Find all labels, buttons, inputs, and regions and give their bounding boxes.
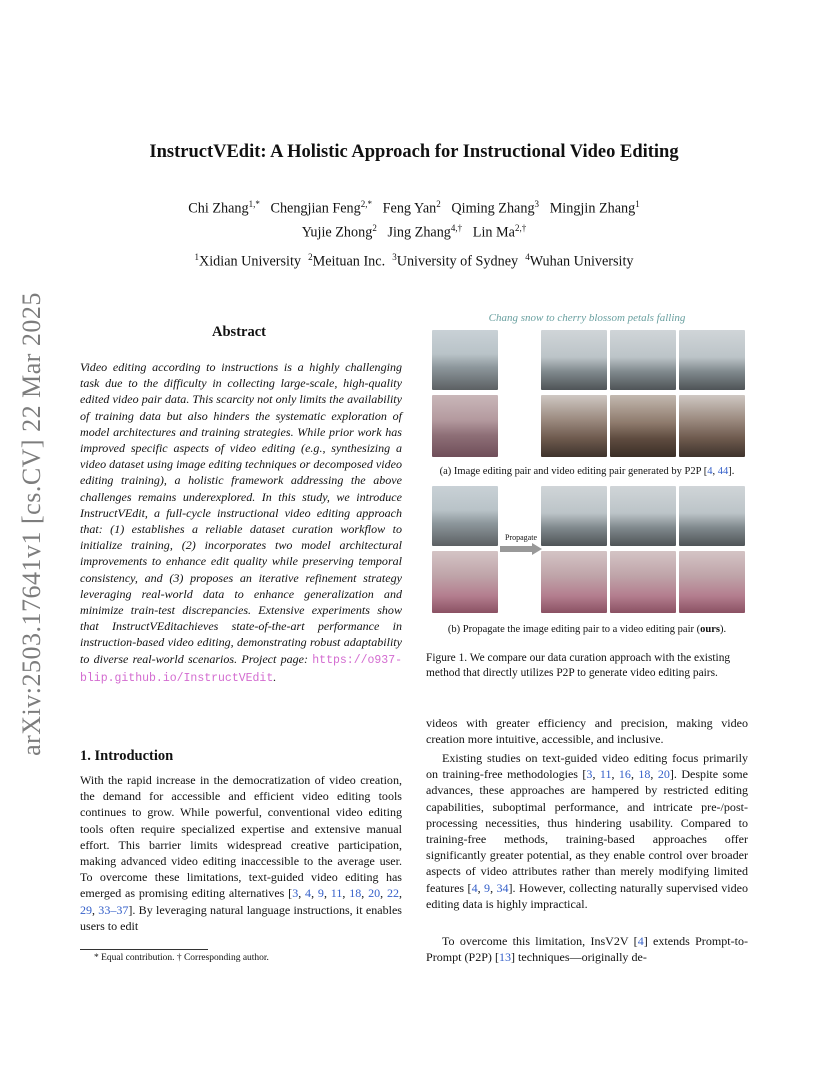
figure-instruction-text: Chang snow to cherry blossom petals falling	[488, 312, 686, 324]
subcaption-text: (b) Propagate the image editing pair to a video editing pair (	[447, 624, 701, 635]
abstract-text: Video editing according to instructions is a highly challenging task due to the difficulty in collecting large-scale, high-quality edited video pair data. This scarcity not only limits the availability of training data but also hinders the systematic exploration of model architectures and training strategies. While prior work has improved specific aspects of video editing (e.g., synthesizing a video dataset using image editing techniques or decomposed video editing training), a holistic framework addressing the above challenges remains underexplored. In this study, we introduce InstructVEdit, a full-cycle instructional video editing approach that: (1) establishes a reliable dataset curation workflow to initialize training, (2) incorporates two model architectural improvements to enhance edit quality while preserving temporal consistency, and (3) proposes an iterative refinement strategy leveraging real-world data to enhance generalization and minimize train-test discrepancies. Extensive experiments show that InstructVEditachieves state-of-the-art performance in instruction-based video editing, demonstrating robust adaptability to diverse real-world scenarios. Project page:	[80, 360, 402, 666]
right-paragraph-1: Existing studies on text-guided video editing focus primarily on training-free methodologies [3, 11, 16, 18, 20]. Despite some advances, these approaches are hampered by restricted editing capabilities, suboptimal performance, and intricate pre-/post-processing necessities, thus hindering usability. Compared to training-free methods, training-based approaches offer significantly greater potential, as they enable control over broader aspects of video attributes rather than merely modifying limited features [4, 9, 34]. However, collecting naturally supervised video editing data is highly impractical.	[426, 751, 748, 911]
body-text: ]. Despite some advances, these approaches are hampered by restricted editing capabilities, suboptimal performance, and intricate pre-/post-processing necessities, thus hindering usability. Compared to training-free methods, training-based approaches offer significantly greater potential, as they enable control over broader aspects of video attributes rather than merely modifying limited features [	[426, 767, 748, 895]
citation-link[interactable]: 4	[471, 880, 478, 895]
figure-subcaption-b	[426, 624, 748, 635]
right-paragraph-continued: videos with greater efficiency and precision, making video creation more intuitive, accessible, and inclusive.	[426, 716, 748, 747]
video-frame-thumb	[679, 330, 745, 390]
video-frame-thumb	[610, 486, 676, 546]
intro-paragraph: With the rapid increase in the democratization of video creation, the demand for accessible and efficient video editing tools continues to grow. While powerful, conventional video editing tools often require specialized expertise and extensive manual effort. This barrier limits widespread creative participation, making advanced video editing inaccessible to the average user. To overcome these limitations, text-guided video editing has emerged as promising editing alternatives [3, 4, 9, 11, 18, 20, 22, 29, 33–37]. By leveraging natural language instructions, it enables users to edit	[80, 773, 403, 933]
body-text: To overcome this limitation, InsV2V [	[442, 934, 638, 948]
edited-frame-thumb	[679, 395, 745, 457]
edited-image-thumb	[432, 395, 498, 457]
edited-frame-thumb	[541, 395, 607, 457]
author-mark: 3	[534, 199, 540, 209]
footnote: * Equal contribution. † Corresponding author.	[94, 953, 269, 963]
citation-link[interactable]: 4	[305, 886, 312, 901]
citation-link[interactable]: 33–37	[98, 902, 129, 917]
citation-link[interactable]: 3	[586, 767, 593, 782]
abstract-heading: Abstract	[212, 324, 266, 340]
affiliation: Wuhan University	[529, 253, 634, 270]
citation-link[interactable]: 20	[657, 767, 670, 782]
video-frame-thumb	[541, 330, 607, 390]
figure-caption: Figure 1. We compare our data curation approach with the existing method that directly utilizes P2P to generate video editing pairs.	[426, 652, 731, 679]
citation-link[interactable]: 9	[317, 886, 324, 901]
citation-link[interactable]: 20	[368, 886, 381, 901]
video-frame-thumb	[610, 330, 676, 390]
intro-text: ]. By leveraging natural language instructions, it enables users to edit	[80, 902, 402, 933]
affil-mark: 3	[392, 252, 397, 262]
author-list	[90, 195, 738, 242]
affiliation: University of Sydney	[396, 253, 519, 270]
citation-link[interactable]: 11	[330, 886, 343, 901]
citation-link[interactable]: 4	[707, 466, 713, 477]
abstract-body	[80, 359, 402, 687]
author-mark: 1,*	[248, 199, 260, 209]
author-name: Lin Ma	[472, 224, 515, 241]
arxiv-stamp-text: arXiv:2503.17641v1 [cs.CV] 22 Mar 2025	[17, 292, 46, 756]
author-mark: 2,*	[360, 199, 372, 209]
affiliation-list	[80, 252, 748, 271]
author-name: Qiming Zhang	[451, 200, 535, 217]
citation-link[interactable]: 4	[637, 934, 644, 948]
author-name: Chengjian Feng	[270, 200, 361, 217]
affil-mark: 1	[194, 252, 199, 262]
citation-link[interactable]: 22	[386, 886, 399, 901]
author-name: Feng Yan	[382, 200, 437, 217]
subcaption-text: ].	[728, 466, 735, 477]
body-text: Existing studies on text-guided video editing focus primarily on training-free methodologies [	[426, 751, 748, 782]
video-frame-thumb	[541, 486, 607, 546]
project-page-link[interactable]: https://o937-blip.github.io/InstructVEdit	[80, 653, 402, 685]
source-image-thumb	[432, 486, 498, 546]
citation-link[interactable]: 3	[292, 886, 299, 901]
author-mark: 4,†	[450, 222, 463, 233]
edited-frame-thumb	[679, 551, 745, 613]
affil-mark: 4	[525, 252, 530, 262]
right-paragraph-2	[426, 933, 748, 965]
author-name: Yujie Zhong	[301, 224, 373, 241]
citation-link[interactable]: 29	[80, 902, 93, 917]
citation-link[interactable]: 18	[349, 886, 362, 901]
author-mark: 2	[372, 222, 377, 233]
citation-link[interactable]: 11	[599, 767, 612, 782]
affiliation: Xidian University	[198, 253, 302, 270]
citation-link[interactable]: 9	[484, 880, 491, 895]
citation-link[interactable]: 34	[496, 880, 509, 895]
subcaption-bold: ours	[700, 624, 720, 635]
citation-link[interactable]: 13	[498, 950, 512, 965]
abstract-end: .	[273, 669, 277, 684]
affiliation: Meituan Inc.	[312, 253, 386, 270]
intro-text: With the rapid increase in the democratization of video creation, the demand for accessible and efficient video editing tools continues to grow. While powerful, conventional video editing tools often require specialized expertise and extensive manual effort. This barrier limits widespread creative participation, making advanced video editing inaccessible to the average user. To overcome these limitations, text-guided video editing has emerged as promising editing alternatives [	[80, 773, 402, 901]
paper-title: InstructVEdit: A Holistic Approach for Instructional Video Editing	[149, 142, 679, 162]
edited-frame-thumb	[541, 551, 607, 613]
affil-mark: 2	[308, 252, 313, 262]
author-mark: 2,†	[514, 222, 527, 233]
edited-image-thumb	[432, 551, 498, 613]
subcaption-text: ).	[719, 624, 727, 635]
author-name: Jing Zhang	[387, 224, 451, 241]
edited-frame-thumb	[610, 395, 676, 457]
propagate-label: Propagate	[505, 533, 537, 542]
propagate-arrow-icon	[500, 543, 542, 555]
citation-link[interactable]: 16	[618, 767, 631, 782]
citation-link[interactable]: 44	[717, 466, 729, 477]
author-mark: 2	[436, 199, 441, 209]
subcaption-text: (a) Image editing pair and video editing pair generated by P2P [	[439, 466, 708, 477]
video-frame-thumb	[679, 486, 745, 546]
source-image-thumb	[432, 330, 498, 390]
author-name: Mingjin Zhang	[549, 200, 636, 217]
author-name: Chi Zhang	[188, 200, 249, 217]
edited-frame-thumb	[610, 551, 676, 613]
arxiv-side-stamp	[12, 284, 52, 764]
body-text: ]. However, collecting naturally supervised video editing data is highly impractical.	[426, 880, 748, 911]
body-text: ] extends Prompt-to-Prompt (P2P) [	[426, 934, 748, 965]
body-text: ] techniques—originally de-	[511, 950, 647, 965]
section-heading-introduction: 1. Introduction	[80, 748, 174, 764]
citation-link[interactable]: 18	[638, 767, 651, 782]
figure-subcaption-a: (a) Image editing pair and video editing pair generated by P2P [4, 44].	[439, 466, 735, 477]
footnote-rule	[80, 949, 208, 950]
author-mark: 1	[635, 199, 640, 209]
